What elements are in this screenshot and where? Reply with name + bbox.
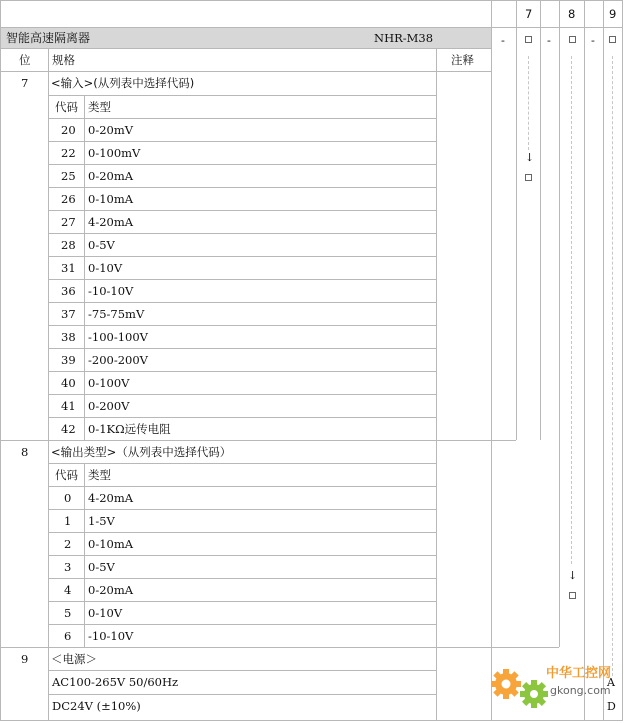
watermark-logo [486,660,616,720]
rule [540,0,541,440]
header-note: 注释 [451,53,474,67]
rule [84,463,85,647]
table-row-type: 0-5V [88,238,115,252]
table-row-type: 0-100mV [88,146,141,160]
section-heading: ＜电源＞ [51,652,97,666]
table-row-code: 20 [61,123,76,137]
marker-letter: D [607,700,616,713]
table-row-type: -75-75mV [88,307,145,321]
code-box-icon [525,36,532,43]
table-row-code: 38 [61,330,76,344]
marker-letter: A [607,676,615,689]
guide-line [528,56,529,150]
guide-line [571,56,572,564]
table-row-type: 0-10mA [88,537,134,551]
section-position: 7 [21,76,29,90]
watermark-url: gkong.com [550,684,611,697]
section-heading: <输入>(从列表中选择代码) [51,76,195,90]
table-row-type: 0-5V [88,560,115,574]
power-option: DC24V (±10%) [52,699,141,713]
code-box-icon [569,36,576,43]
table-row-code: 2 [64,537,72,551]
table-row-code: 42 [61,422,76,436]
watermark-text: 中华工控网 [546,666,612,681]
table-row-code: 26 [61,192,76,206]
table-row-code: 6 [64,629,72,643]
table-row-type: 4-20mA [88,215,134,229]
table-row-type: -100-100V [88,330,148,344]
rule [1,27,623,28]
col-code-label: 代码 [55,100,78,114]
header-position: 位 [19,53,31,67]
code-separator: - [501,33,505,47]
table-row-type: 0-20mA [88,583,134,597]
table-row-code: 37 [61,307,76,321]
header-spec: 规格 [52,53,75,67]
code-box-icon [609,36,616,43]
column-number: 8 [568,7,576,21]
table-row-type: 1-5V [88,514,115,528]
arrow-down-icon: ↓ [525,151,535,164]
table-row-code: 3 [64,560,72,574]
product-model: NHR-M38 [374,31,434,45]
table-row-code: 41 [61,399,76,413]
table-row-code: 0 [64,491,72,505]
table-row-code: 25 [61,169,76,183]
table-row-code: 31 [61,261,76,275]
table-row-type: 0-1KΩ远传电阻 [88,422,171,436]
rule [516,0,517,440]
col-type-label: 类型 [88,468,111,482]
table-row-type: 4-20mA [88,491,134,505]
rule [491,0,492,721]
table-row-code: 36 [61,284,76,298]
section-position: 8 [21,445,29,459]
column-number: 7 [525,7,533,21]
table-row-code: 1 [64,514,72,528]
table-row-code: 28 [61,238,76,252]
table-row-code: 39 [61,353,76,367]
table-row-type: 0-20mV [88,123,134,137]
code-box-icon [525,174,532,181]
column-number: 9 [609,7,617,21]
rule [559,0,560,647]
table-row-type: 0-10V [88,261,123,275]
arrow-down-icon: ↓ [568,569,578,582]
table-row-type: 0-200V [88,399,130,413]
table-row-code: 40 [61,376,76,390]
table-row-type: 0-100V [88,376,130,390]
table-row-type: -10-10V [88,284,134,298]
power-option: AC100-265V 50/60Hz [52,675,179,689]
guide-line [612,56,613,676]
code-separator: - [547,33,551,47]
rule [603,0,604,721]
table-row-code: 5 [64,606,72,620]
product-title: 智能高速隔离器 [6,31,91,45]
table-row-type: -10-10V [88,629,134,643]
rule [48,48,49,721]
table-row-type: 0-10V [88,606,123,620]
table-row-type: 0-20mA [88,169,134,183]
table-row-type: 0-10mA [88,192,134,206]
table-row-type: -200-200V [88,353,148,367]
code-separator: - [591,33,595,47]
table-row-code: 22 [61,146,76,160]
table-row-code: 4 [64,583,72,597]
col-type-label: 类型 [88,100,111,114]
rule [436,48,437,721]
section-heading: <输出类型>（从列表中选择代码） [51,445,232,459]
code-box-icon [569,592,576,599]
section-position: 9 [21,652,29,666]
col-code-label: 代码 [55,468,78,482]
table-row-code: 27 [61,215,76,229]
rule [84,95,85,440]
rule [584,0,585,721]
